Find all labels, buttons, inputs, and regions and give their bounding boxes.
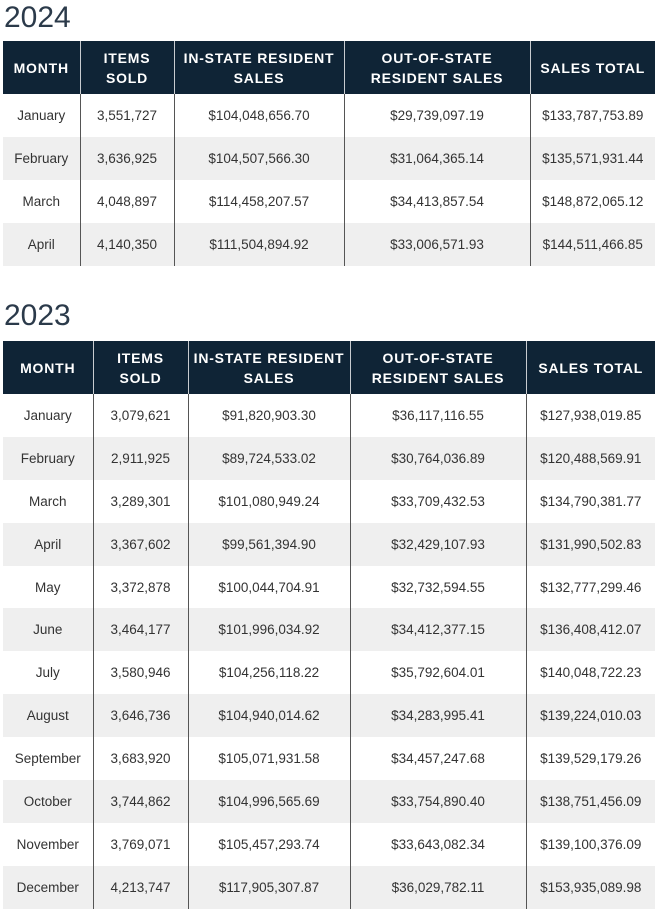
out-of-state-sales-cell: $34,412,377.15 bbox=[350, 608, 526, 651]
month-cell: April bbox=[3, 223, 80, 266]
sales-total-cell: $134,790,381.77 bbox=[526, 480, 655, 523]
sales-total-cell: $139,100,376.09 bbox=[526, 823, 655, 866]
month-cell: November bbox=[3, 823, 93, 866]
table-row bbox=[3, 523, 655, 566]
table-body-2024 bbox=[3, 94, 655, 266]
sales-total-cell: $120,488,569.91 bbox=[526, 437, 655, 480]
in-state-sales-cell: $105,071,931.58 bbox=[188, 737, 350, 780]
in-state-sales-cell: $104,048,656.70 bbox=[174, 94, 344, 137]
in-state-sales-cell: $104,996,565.69 bbox=[188, 780, 350, 823]
table-row bbox=[3, 566, 655, 609]
in-state-sales-cell: $104,507,566.30 bbox=[174, 137, 344, 180]
out-of-state-sales-cell: $34,413,857.54 bbox=[344, 180, 530, 223]
out-of-state-sales-cell: $29,739,097.19 bbox=[344, 94, 530, 137]
col-header-in-state-sales: IN-STATE RESIDENT SALES bbox=[188, 341, 350, 394]
sales-total-cell: $144,511,466.85 bbox=[530, 223, 655, 266]
month-cell: March bbox=[3, 480, 93, 523]
items-sold-cell: 4,213,747 bbox=[93, 866, 188, 909]
items-sold-cell: 3,744,862 bbox=[93, 780, 188, 823]
sales-total-cell: $133,787,753.89 bbox=[530, 94, 655, 137]
table-row bbox=[3, 780, 655, 823]
sales-total-cell: $135,571,931.44 bbox=[530, 137, 655, 180]
col-header-sales-total: SALES TOTAL bbox=[530, 41, 655, 94]
year-heading-2023: 2023 bbox=[4, 299, 71, 332]
sales-total-cell: $148,872,065.12 bbox=[530, 180, 655, 223]
in-state-sales-cell: $105,457,293.74 bbox=[188, 823, 350, 866]
col-header-out-of-state-sales: OUT-OF-STATE RESIDENT SALES bbox=[344, 41, 530, 94]
table-row bbox=[3, 651, 655, 694]
out-of-state-sales-cell: $33,643,082.34 bbox=[350, 823, 526, 866]
year-heading-2024: 2024 bbox=[4, 1, 71, 34]
table-row bbox=[3, 223, 655, 266]
table-row bbox=[3, 480, 655, 523]
out-of-state-sales-cell: $31,064,365.14 bbox=[344, 137, 530, 180]
in-state-sales-cell: $104,940,014.62 bbox=[188, 694, 350, 737]
out-of-state-sales-cell: $36,029,782.11 bbox=[350, 866, 526, 909]
out-of-state-sales-cell: $33,006,571.93 bbox=[344, 223, 530, 266]
items-sold-cell: 3,289,301 bbox=[93, 480, 188, 523]
out-of-state-sales-cell: $30,764,036.89 bbox=[350, 437, 526, 480]
col-header-items-sold: ITEMS SOLD bbox=[80, 41, 174, 94]
out-of-state-sales-cell: $33,709,432.53 bbox=[350, 480, 526, 523]
in-state-sales-cell: $111,504,894.92 bbox=[174, 223, 344, 266]
in-state-sales-cell: $89,724,533.02 bbox=[188, 437, 350, 480]
sales-total-cell: $139,529,179.26 bbox=[526, 737, 655, 780]
sales-total-cell: $127,938,019.85 bbox=[526, 394, 655, 437]
out-of-state-sales-cell: $32,732,594.55 bbox=[350, 566, 526, 609]
month-cell: July bbox=[3, 651, 93, 694]
table-row bbox=[3, 437, 655, 480]
month-cell: February bbox=[3, 137, 80, 180]
month-cell: January bbox=[3, 94, 80, 137]
sales-total-cell: $153,935,089.98 bbox=[526, 866, 655, 909]
table-body-2023 bbox=[3, 394, 655, 909]
items-sold-cell: 3,580,946 bbox=[93, 651, 188, 694]
sales-total-cell: $139,224,010.03 bbox=[526, 694, 655, 737]
sales-total-cell: $131,990,502.83 bbox=[526, 523, 655, 566]
sales-total-cell: $140,048,722.23 bbox=[526, 651, 655, 694]
table-row bbox=[3, 394, 655, 437]
in-state-sales-cell: $91,820,903.30 bbox=[188, 394, 350, 437]
out-of-state-sales-cell: $36,117,116.55 bbox=[350, 394, 526, 437]
in-state-sales-cell: $101,080,949.24 bbox=[188, 480, 350, 523]
month-cell: March bbox=[3, 180, 80, 223]
header-row bbox=[3, 341, 655, 394]
sales-table-2023 bbox=[3, 341, 655, 909]
sales-total-cell: $138,751,456.09 bbox=[526, 780, 655, 823]
sales-total-cell: $132,777,299.46 bbox=[526, 566, 655, 609]
month-cell: January bbox=[3, 394, 93, 437]
in-state-sales-cell: $104,256,118.22 bbox=[188, 651, 350, 694]
table-row bbox=[3, 823, 655, 866]
items-sold-cell: 4,140,350 bbox=[80, 223, 174, 266]
items-sold-cell: 3,636,925 bbox=[80, 137, 174, 180]
table-row bbox=[3, 694, 655, 737]
month-cell: October bbox=[3, 780, 93, 823]
month-cell: December bbox=[3, 866, 93, 909]
in-state-sales-cell: $117,905,307.87 bbox=[188, 866, 350, 909]
col-header-month: MONTH bbox=[3, 41, 80, 94]
table-row bbox=[3, 866, 655, 909]
items-sold-cell: 4,048,897 bbox=[80, 180, 174, 223]
in-state-sales-cell: $99,561,394.90 bbox=[188, 523, 350, 566]
in-state-sales-cell: $114,458,207.57 bbox=[174, 180, 344, 223]
month-cell: May bbox=[3, 566, 93, 609]
table-row bbox=[3, 180, 655, 223]
out-of-state-sales-cell: $33,754,890.40 bbox=[350, 780, 526, 823]
items-sold-cell: 3,464,177 bbox=[93, 608, 188, 651]
in-state-sales-cell: $100,044,704.91 bbox=[188, 566, 350, 609]
sales-table-2024 bbox=[3, 41, 655, 266]
items-sold-cell: 3,683,920 bbox=[93, 737, 188, 780]
month-cell: June bbox=[3, 608, 93, 651]
out-of-state-sales-cell: $34,283,995.41 bbox=[350, 694, 526, 737]
items-sold-cell: 2,911,925 bbox=[93, 437, 188, 480]
month-cell: February bbox=[3, 437, 93, 480]
table-row bbox=[3, 137, 655, 180]
items-sold-cell: 3,372,878 bbox=[93, 566, 188, 609]
table-row bbox=[3, 737, 655, 780]
col-header-items-sold: ITEMS SOLD bbox=[93, 341, 188, 394]
out-of-state-sales-cell: $35,792,604.01 bbox=[350, 651, 526, 694]
items-sold-cell: 3,769,071 bbox=[93, 823, 188, 866]
col-header-sales-total: SALES TOTAL bbox=[526, 341, 655, 394]
table-row bbox=[3, 94, 655, 137]
table-row bbox=[3, 608, 655, 651]
col-header-out-of-state-sales: OUT-OF-STATE RESIDENT SALES bbox=[350, 341, 526, 394]
col-header-month: MONTH bbox=[3, 341, 93, 394]
month-cell: April bbox=[3, 523, 93, 566]
header-row bbox=[3, 41, 655, 94]
items-sold-cell: 3,079,621 bbox=[93, 394, 188, 437]
out-of-state-sales-cell: $32,429,107.93 bbox=[350, 523, 526, 566]
in-state-sales-cell: $101,996,034.92 bbox=[188, 608, 350, 651]
col-header-in-state-sales: IN-STATE RESIDENT SALES bbox=[174, 41, 344, 94]
items-sold-cell: 3,646,736 bbox=[93, 694, 188, 737]
items-sold-cell: 3,551,727 bbox=[80, 94, 174, 137]
items-sold-cell: 3,367,602 bbox=[93, 523, 188, 566]
month-cell: August bbox=[3, 694, 93, 737]
month-cell: September bbox=[3, 737, 93, 780]
out-of-state-sales-cell: $34,457,247.68 bbox=[350, 737, 526, 780]
sales-total-cell: $136,408,412.07 bbox=[526, 608, 655, 651]
